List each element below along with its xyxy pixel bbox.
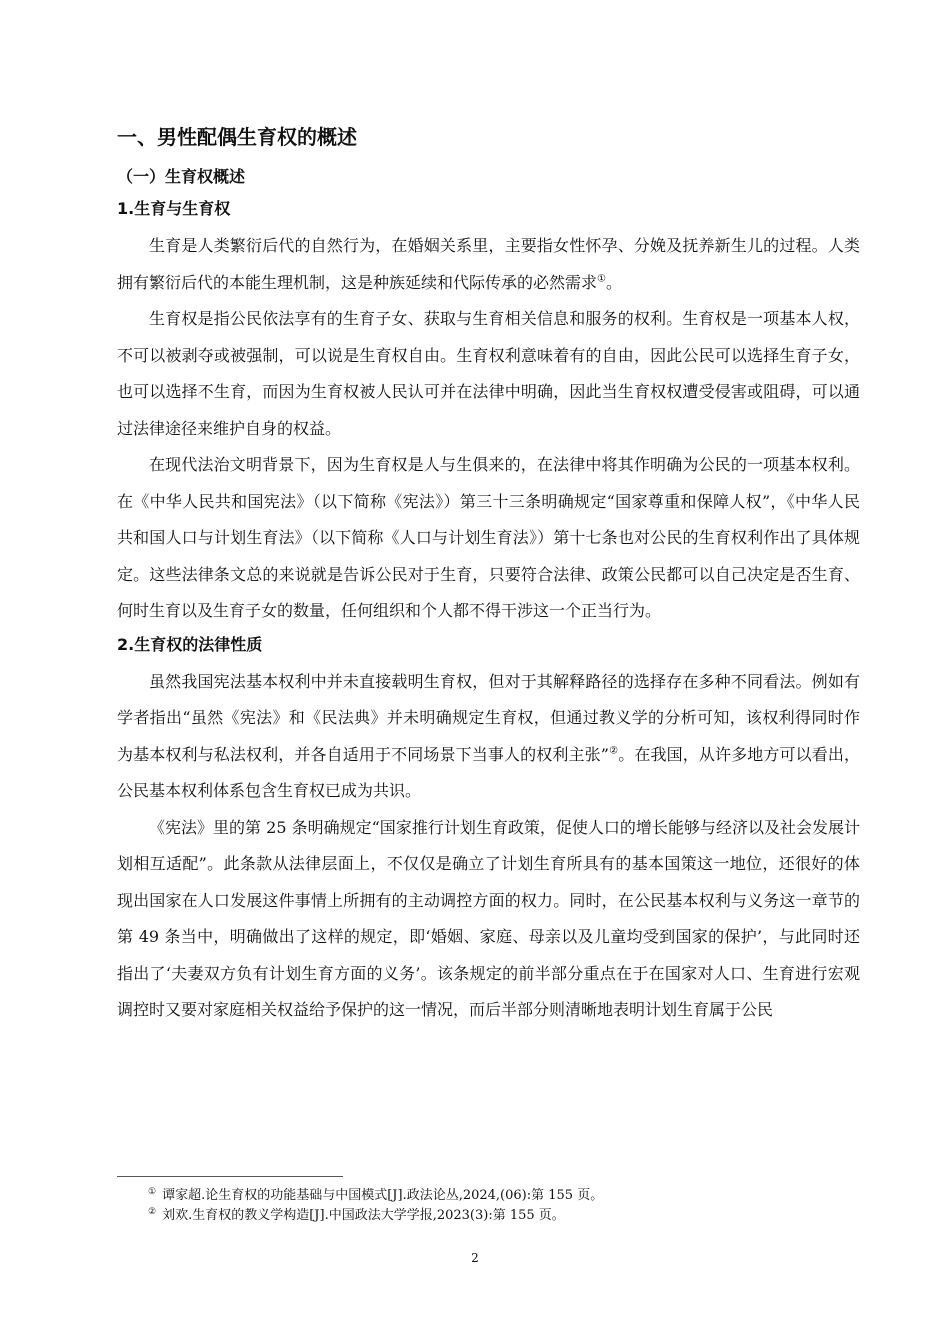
subsection-heading-1: 1.生育与生育权 [117, 199, 231, 218]
paragraph [117, 228, 860, 301]
subsection-heading-2: 2.生育权的法律性质 [117, 634, 263, 654]
chapter-heading: 一、男性配偶生育权的概述 [117, 125, 357, 149]
footnotes [148, 1186, 860, 1226]
footnote-text: 刘欢.生育权的教义学构造[J].中国政法大学学报,2023(3):第 155 页。 [162, 1208, 565, 1223]
footnote-reference[interactable]: ② [608, 745, 619, 757]
footnote-reference[interactable]: ① [597, 273, 606, 285]
paragraph-text: 生育是人类繁衍后代的自然行为，在婚姻关系里，主要指女性怀孕、分娩及抚养新生儿的过程。人类拥有繁衍后代的本能生理机制，这是种族延续和代际传承的必然需求 [117, 236, 860, 292]
footnote-mark: ① [148, 1186, 157, 1197]
paragraph-text: 。 [605, 272, 622, 292]
paragraph: 《宪法》里的第 25 条明确规定“国家推行计划生育政策，促使人口的增长能够与经济以及社会发展计划相互适配”。此条款从法律层面上，不仅仅是确立了计划生育所具有的基本国策这一地位，还很好的体现出国家在人口发展这件事情上所拥有的主动调控方面的权力。同时，在公民基本权利与义务这一章节的第 49 条当中，明确做出了这样的规定，即‘婚姻、家庭、母亲以及儿童均受到国家的保护’，与此同时还指出了‘夫妻双方负有计划生育方面的义务’。该条规定的前半部分重点在于在国家对人口、生育进行宏观调控时又要对家庭相关权益给予保护的这一情况，而后半部分则清晰地表明计划生育属于公民 [117, 817, 860, 1019]
paragraph: 在现代法治文明背景下，因为生育权是人与生俱来的，在法律中将其作明确为公民的一项基本权利。在《中华人民共和国宪法》（以下简称《宪法》）第三十三条明确规定“国家尊重和保障人权”，《中华人民共和国人口与计划生育法》（以下简称《人口与计划生育法》）第十七条也对公民的生育权利作出了具体规定。这些法律条文总的来说就是告诉公民对于生育，只要符合法律、政策公民都可以自己决定是否生育、何时生育以及生育子女的数量，任何组织和个人都不得干涉这一个正当行为。 [117, 455, 860, 620]
footnote-divider [117, 1176, 343, 1177]
footnote-text: 谭家超.论生育权的功能基础与中国模式[J].政法论丛,2024,(06):第 155 页。 [162, 1188, 604, 1203]
footnote [148, 1206, 860, 1226]
section-heading: （一）生育权概述 [117, 167, 246, 186]
footnote [148, 1186, 860, 1206]
paragraph: 生育权是指公民依法享有的生育子女、获取与生育相关信息和服务的权利。生育权是一项基本人权，不可以被剥夺或被强制，可以说是生育权自由。生育权利意味着有的自由，因此公民可以选择生育子女，也可以选择不生育，而因为生育权被人民认可并在法律中明确，因此当生育权权遭受侵害或阻碍，可以通过法律途径来维护自身的权益。 [117, 309, 860, 438]
paragraph-text: 虽然我国宪法基本权利中并未直接载明生育权，但对于其解释路径的选择存在多种不同看法。例如有学者指出“虽然《宪法》和《民法典》并未明确规定生育权，但通过教义学的分析可知，该权利得同时作为基本权利与私法权利，并各自适用于不同场景下当事人的权利主张” [117, 671, 860, 764]
footnote-mark: ② [148, 1206, 157, 1217]
page-number: 2 [471, 1251, 479, 1265]
paragraph [117, 664, 860, 810]
main-content [117, 116, 860, 1029]
paragraph-text: 。在我国，从许多地方可以看出，公民基本权利体系包含生育权已成为共识。 [117, 744, 860, 800]
